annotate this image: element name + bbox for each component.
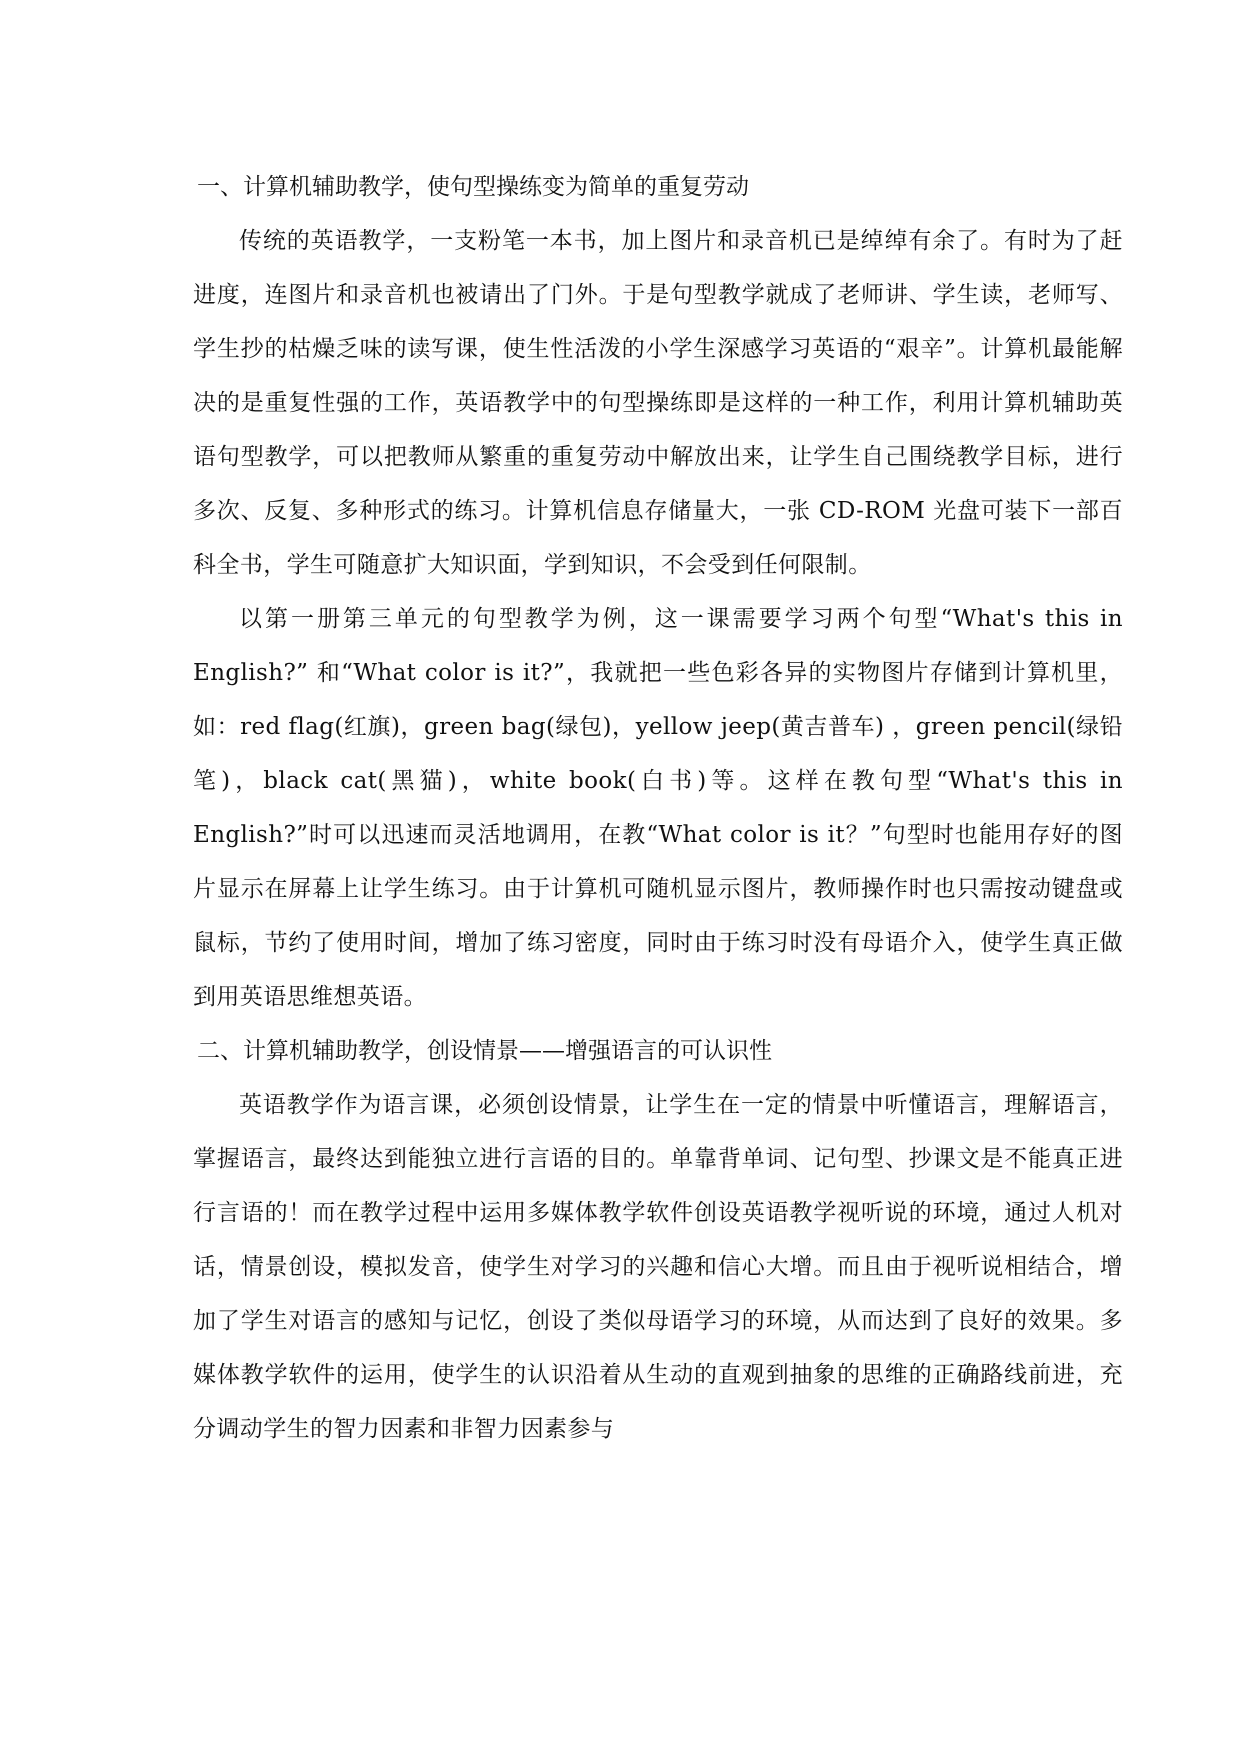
section-2-paragraph-1: 英语教学作为语言课，必须创设情景，让学生在一定的情景中听懂语言，理解语言，掌握语言，最终达到能独立进行言语的目的。单靠背单词、记句型、抄课文是不能真正进行言语的！而在教学过程中运用多媒体教学软件创设英语教学视听说的环境，通过人机对话，情景创设，模拟发音，使学生对学习的兴趣和信心大增。而且由于视听说相结合，增加了学生对语言的感知与记忆，创设了类似母语学习的环境，从而达到了良好的效果。多媒体教学软件的运用，使学生的认识沿着从生动的直观到抽象的思维的正确路线前进，充分调动学生的智力因素和非智力因素参与 bbox=[193, 1092, 1123, 1442]
document-body bbox=[193, 160, 1123, 1456]
section-2-heading: 二、计算机辅助教学，创设情景——增强语言的可认识性 bbox=[197, 1038, 772, 1064]
section-1-paragraph-1: 传统的英语教学，一支粉笔一本书，加上图片和录音机已是绰绰有余了。有时为了赶进度，连图片和录音机也被请出了门外。于是句型教学就成了老师讲、学生读，老师写、学生抄的枯燥乏味的读写课，使生性活泼的小学生深感学习英语的“艰辛”。计算机最能解决的是重复性强的工作，英语教学中的句型操练即是这样的一种工作，利用计算机辅助英语句型教学，可以把教师从繁重的重复劳动中解放出来，让学生自己围绕教学目标，进行多次、反复、多种形式的练习。计算机信息存储量大，一张 CD-ROM 光盘可装下一部百科全书，学生可随意扩大知识面，学到知识，不会受到任何限制。 bbox=[193, 228, 1123, 578]
section-1-heading: 一、计算机辅助教学，使句型操练变为简单的重复劳动 bbox=[197, 174, 749, 200]
section-1-paragraph-2: 以第一册第三单元的句型教学为例，这一课需要学习两个句型“What's this in English?” 和“What color is it?”，我就把一些色彩各异的实物图片存储到计算机里， 如：red flag(红旗)，green bag(绿包)，yellow jeep(黄吉普车) ，green pencil(绿铅笔)，black cat(黑猫)，white book(白书)等。这样在教句型“What's this in English?”时可以迅速而灵活地调用，在教“What color is it？”句型时也能用存好的图片显示在屏幕上让学生练习。由于计算机可随机显示图片，教师操作时也只需按动键盘或鼠标，节约了使用时间，增加了练习密度，同时由于练习时没有母语介入，使学生真正做到用英语思维想英语。 bbox=[193, 606, 1123, 1010]
